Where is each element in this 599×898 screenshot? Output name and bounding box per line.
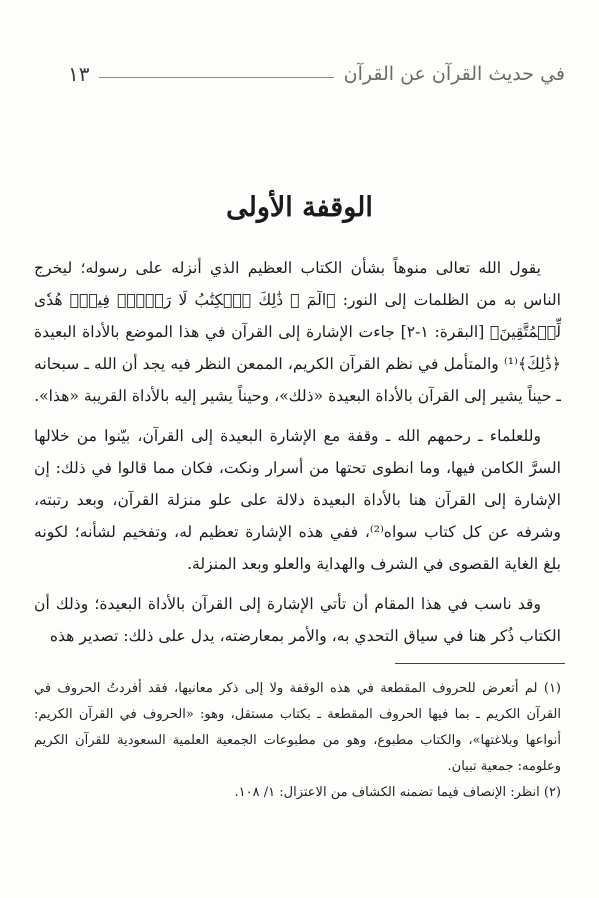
body-paragraph: وللعلماء ـ رحمهم الله ـ وقفة مع الإشارة البعيدة إلى القرآن، بيّنوا من خلالها السرَّ الكامن فيها، وما انطوى تحتها من أسرار ونكت، فكان مما قالوا في ذلك: إن الإشارة إلى القرآن هنا بالأداة البعيدة دلالة على علو منزلة القرآن، وبعد رتبته، وشرفه عن كل كتاب سواه⁽²⁾، ففي هذه الإشارة تعظيم له، وتفخيم لشأنه؛ لكونه بلغ الغاية القصوى في الشرف والهداية والعلو وبعد المنزلة. — [34, 427, 561, 573]
header-rule — [99, 77, 333, 78]
footnote: (٢) انظر: الإنصاف فيما تضمنه الكشاف من الاعتزال: ١/ ١٠٨. — [234, 785, 561, 800]
footnote: (١) لم أتعرض للحروف المقطعة في هذه الوقفة ولا إلى ذكر معانيها، فقد أفردتُ الحروف في القرآن الكريم ـ بما فيها الحروف المقطعة ـ بكتاب مستقل، وهو: «الحروف في القرآن الكريم: أنواعها وبلاغتها»، والكتاب مطبوع، وهو من مطبوعات الجمعية العلمية السعودية للقرآن الكريم وعلومه: جمعية تبيان. — [34, 681, 561, 774]
body-text — [34, 252, 561, 660]
body-paragraph: وقد ناسب في هذا المقام أن تأتي الإشارة إلى القرآن بالأداة البعيدة؛ وذلك أن الكتاب ذُكر هنا في سياق التحدي به، والأمر بمعارضته، يدل على ذلك: تصدير هذه — [34, 595, 561, 645]
footnotes — [34, 676, 561, 806]
running-header-title: في حديث القرآن عن القرآن — [343, 63, 565, 85]
running-header — [68, 60, 565, 88]
section-title: الوقفة الأولى — [226, 192, 373, 223]
footnote-separator — [395, 663, 565, 664]
body-paragraph: يقول الله تعالى منوهاً بشأن الكتاب العظيم الذي أنزله على رسوله؛ ليخرج الناس به من الظلمات إلى النور: ﴿الٓمٓ ۞ ذَٰلِكَ ٱلۡكِتَٰبُ لَا رَيۡبَۛ فِيهِۛ هُدٗى لِّلۡمُتَّقِينَ﴾ [البقرة: ١-٢] جاءت الإشارة إلى القرآن في هذا الموضع بالأداة البعيدة ﴿ذَٰلِكَ﴾⁽¹⁾ والمتأمل في نظم القرآن الكريم، الممعن النظر فيه يجد أن الله ـ سبحانه ـ حيناً يشير إلى القرآن بالأداة البعيدة «ذلك»، وحيناً يشير إليه بالأداة القريبة «هذا». — [34, 259, 561, 405]
page-number: ١٣ — [68, 62, 90, 86]
